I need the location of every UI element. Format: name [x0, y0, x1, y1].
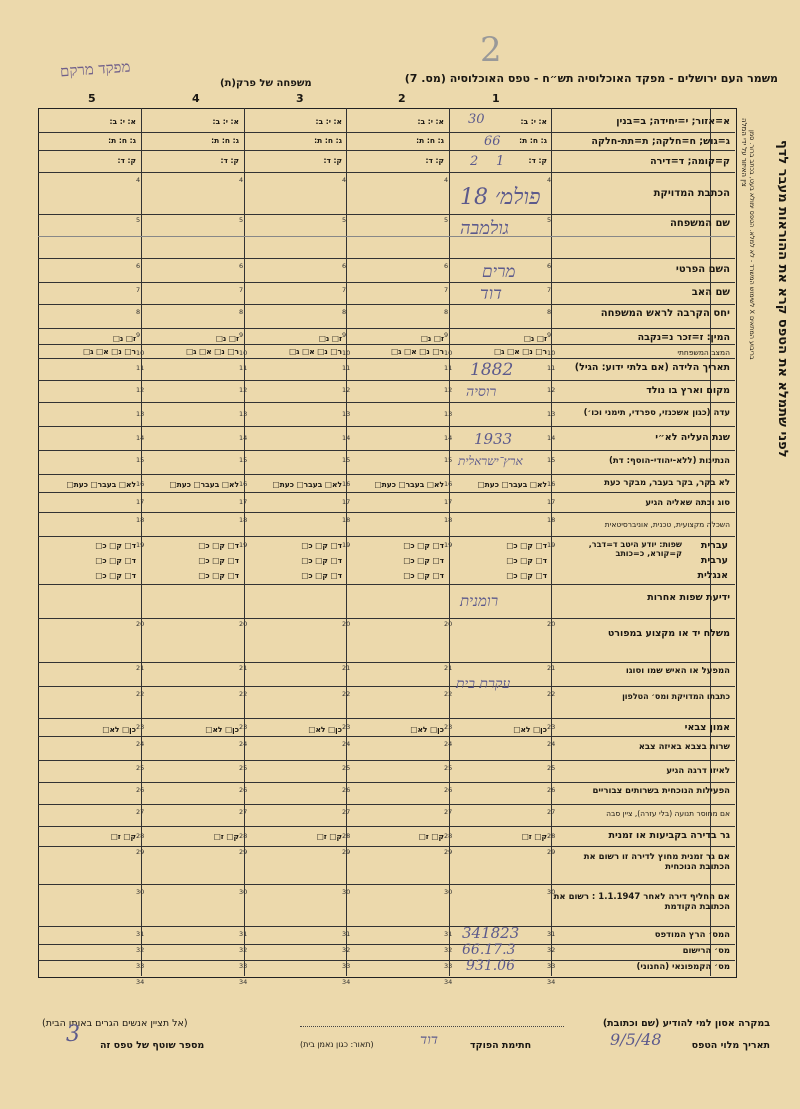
- option-lang-col2[interactable]: ד□ ק□ כ□: [403, 556, 444, 565]
- row-number: 29: [136, 848, 145, 856]
- row-label-military-training: אמון צבאי: [684, 722, 730, 733]
- row-number: 7: [136, 286, 141, 294]
- row-number: 34: [444, 978, 453, 986]
- option-r1-col4[interactable]: א: י: ב:: [212, 117, 239, 126]
- row-number: 15: [444, 456, 453, 464]
- row-number: 4: [342, 176, 347, 184]
- row-label-languages: שפות: יודע היטב ד=דבר, ק=קורא, כ=כותב: [588, 540, 682, 558]
- hand-floor: 1: [496, 154, 505, 169]
- row-number: 26: [239, 786, 248, 794]
- side-title: לפני שתמלא את הטפס קרא את ההוראות מעבר לדף: [775, 140, 790, 458]
- row-number: 19: [444, 541, 453, 549]
- row-number: 29: [444, 848, 453, 856]
- row-number: 16: [342, 480, 351, 488]
- row-number: 14: [547, 434, 556, 442]
- row-number: 20: [444, 620, 453, 628]
- footer-count: 3: [66, 1022, 80, 1047]
- row-number: 9: [342, 331, 347, 339]
- hand-surname: גולמבה: [460, 218, 509, 239]
- row-number: 16: [547, 480, 556, 488]
- option-r10-col3[interactable]: ר□ נ□ א□ ג□: [289, 347, 342, 356]
- row-number: 28: [239, 832, 248, 840]
- option-r9-col3[interactable]: ז□ נ□: [318, 334, 342, 343]
- row-label-registration: מס׳ הרישום: [682, 946, 730, 956]
- row-number: 19: [136, 541, 145, 549]
- row-label-relation: יחס הקרבה לראש המשפחה: [600, 308, 730, 319]
- row-number: 14: [136, 434, 145, 442]
- hand-birth: 1882: [470, 360, 514, 380]
- row-number: 24: [444, 740, 453, 748]
- row-number: 29: [342, 848, 351, 856]
- row-number: 18: [547, 516, 556, 524]
- row-number: 34: [239, 978, 248, 986]
- option-r16-col2[interactable]: לא□ בעבר□ כעת□: [374, 480, 444, 489]
- row-number: 33: [136, 962, 145, 970]
- option-r3-col4[interactable]: ק: ד:: [220, 156, 239, 165]
- row-number: 11: [547, 364, 556, 372]
- row-number: 5: [547, 216, 552, 224]
- row-label-area: א=אזור; י=יחידה; ב=בנין: [616, 116, 730, 127]
- row-label-occupation: משלח יד או מקצוע במפורט: [607, 628, 730, 639]
- row-label-employer: המפעל או האיש שמו וסוגו: [625, 666, 730, 676]
- hand-parcel: 66: [484, 134, 501, 149]
- row-label-block: ג=גוש; ח=חלקה; ת=תת-חלקה: [591, 136, 730, 147]
- row-number: 30: [547, 888, 556, 896]
- option-r3-col1[interactable]: ק: ד:: [528, 156, 547, 165]
- row-number: 30: [342, 888, 351, 896]
- row-number: 6: [239, 262, 244, 270]
- footer-emergency-line: [300, 1026, 564, 1027]
- row-label-birth: תאריך הלידה (אם בלתי ידוע: הגיל): [574, 362, 730, 373]
- row-number: 4: [239, 176, 244, 184]
- option-r1-col3[interactable]: א: י: ב:: [315, 117, 342, 126]
- option-r3-col5[interactable]: ק: ד:: [117, 156, 136, 165]
- row-number: 13: [444, 410, 453, 418]
- row-number: 13: [136, 410, 145, 418]
- lang-hebrew: עברית: [700, 540, 728, 551]
- option-r2-col2[interactable]: ג: ח: ת:: [416, 136, 444, 145]
- row-number: 10: [239, 349, 248, 357]
- row-number: 8: [444, 308, 449, 316]
- row-number: 27: [547, 808, 556, 816]
- hand-father: דוד: [480, 284, 502, 304]
- row-number: 26: [547, 786, 556, 794]
- row-label-father: שם האב: [691, 287, 730, 298]
- row-number: 24: [547, 740, 556, 748]
- row-label-citizenship: הנתינות (ללא-יהודי-הוסף: דת): [608, 456, 730, 466]
- row-number: 25: [136, 764, 145, 772]
- row-number: 17: [444, 498, 453, 506]
- row-number: 25: [547, 764, 556, 772]
- row-number: 6: [136, 262, 141, 270]
- row-number: 12: [239, 386, 248, 394]
- row-number: 17: [342, 498, 351, 506]
- option-r9-col5[interactable]: ז□ נ□: [112, 334, 136, 343]
- option-r9-col4[interactable]: ז□ נ□: [215, 334, 239, 343]
- row-number: 22: [136, 690, 145, 698]
- hand-languages: רומנית: [460, 592, 499, 610]
- option-r2-col5[interactable]: ג: ח: ת:: [108, 136, 136, 145]
- row-number: 18: [239, 516, 248, 524]
- row-number: 22: [342, 690, 351, 698]
- footer-date: 9/5/48: [610, 1030, 662, 1049]
- row-number: 34: [136, 978, 145, 986]
- row-number: 4: [136, 176, 141, 184]
- option-r16-col3[interactable]: לא□ בעבר□ כעת□: [272, 480, 342, 489]
- option-lang-col1[interactable]: ד□ ק□ כ□: [506, 556, 547, 565]
- row-number: 29: [547, 848, 556, 856]
- row-number: 28: [136, 832, 145, 840]
- row-number: 21: [547, 664, 556, 672]
- family-label: משפחה של פרק(ת): [220, 78, 312, 89]
- row-number: 7: [547, 286, 552, 294]
- row-number: 16: [239, 480, 248, 488]
- row-number: 31: [342, 930, 351, 938]
- row-label-school: לא בקר, בקר בעבר, מבקר כעת: [604, 478, 730, 488]
- row-number: 5: [239, 216, 244, 224]
- row-label-immigration: שנת העליה לא״י: [655, 432, 730, 443]
- row-number: 7: [239, 286, 244, 294]
- row-label-disability: אם מחוסר תנועה (בלי עזרה), ציין סבה: [606, 809, 730, 818]
- row-number: 9: [444, 331, 449, 339]
- footer-signature-label: חתימת הפוקד: [470, 1040, 532, 1051]
- row-number: 8: [342, 308, 347, 316]
- row-label-temp-address: אם גר זמנית מחוץ לדירה זו רשום את הכתובת הנוכחית: [583, 852, 730, 872]
- row-number: 16: [136, 480, 145, 488]
- lang-arabic: ערבית: [700, 555, 728, 566]
- row-number: 18: [444, 516, 453, 524]
- row-number: 10: [444, 349, 453, 357]
- option-r9-col2[interactable]: ז□ נ□: [420, 334, 444, 343]
- row-number: 27: [239, 808, 248, 816]
- row-number: 28: [444, 832, 453, 840]
- row-number: 23: [136, 723, 145, 731]
- row-label-grade: סוג וכתה שאליה הגיע: [645, 498, 730, 508]
- row-number: 22: [239, 690, 248, 698]
- row-number: 27: [342, 808, 351, 816]
- footer-role-note: (תאור: כגון נאמן בית): [300, 1040, 374, 1049]
- option-r2-col4[interactable]: ג: ח: ת:: [211, 136, 239, 145]
- option-r1-col1[interactable]: א: י: ב:: [520, 117, 547, 126]
- row-label-sex: המין: ז=זכר נ=נקבה: [637, 332, 730, 343]
- row-number: 7: [444, 286, 449, 294]
- option-r3-col2[interactable]: ק: ד:: [425, 156, 444, 165]
- row-number: 7: [342, 286, 347, 294]
- row-label-employer-address: כתבתו המדויקת ומס׳ הטלפון: [622, 692, 730, 701]
- page-number: 2: [480, 30, 502, 70]
- row-label-birthplace: מקום וארץ בו נולד: [646, 385, 730, 396]
- row-number: 26: [342, 786, 351, 794]
- row-label-other-languages: ידיעת שפות אחרות: [647, 592, 730, 603]
- row-number: 15: [136, 456, 145, 464]
- option-lang-col1[interactable]: ד□ ק□ כ□: [506, 541, 547, 550]
- column-number-2: 2: [398, 92, 406, 105]
- row-number: 33: [239, 962, 248, 970]
- row-number: 26: [444, 786, 453, 794]
- row-number: 32: [547, 946, 556, 954]
- row-number: 13: [239, 410, 248, 418]
- row-number: 29: [239, 848, 248, 856]
- row-number: 22: [444, 690, 453, 698]
- row-label-public-service: הפעילות הנוכחית בשרותים צבוריים: [592, 786, 730, 796]
- row-number: 21: [239, 664, 248, 672]
- option-r16-col5[interactable]: לא□ בעבר□ כעת□: [66, 480, 136, 489]
- row-number: 21: [444, 664, 453, 672]
- option-r26-col5[interactable]: כן□ לא□: [102, 725, 136, 734]
- row-number: 24: [239, 740, 248, 748]
- footer-date-label: תאריך מלוי הטפס: [691, 1040, 770, 1051]
- row-number: 8: [239, 308, 244, 316]
- row-number: 11: [136, 364, 145, 372]
- row-number: 11: [239, 364, 248, 372]
- row-label-address: הכתבת המדויקת: [653, 188, 730, 199]
- row-number: 20: [136, 620, 145, 628]
- option-lang-col3[interactable]: ד□ ק□ כ□: [301, 571, 342, 580]
- row-number: 12: [547, 386, 556, 394]
- row-number: 34: [342, 978, 351, 986]
- option-r10-col2[interactable]: ר□ נ□ א□ ג□: [391, 347, 444, 356]
- row-number: 23: [239, 723, 248, 731]
- hand-citizenship: ארץ־ישראלית: [458, 454, 523, 468]
- side-instructions: לשימוש המשרד - לא למלא. הטפס ימולא בעט, בכתב ברור. סמן X בריבוע המתאים: [748, 130, 756, 360]
- row-number: 20: [239, 620, 248, 628]
- option-lang-col2[interactable]: ד□ ק□ כ□: [403, 571, 444, 580]
- row-number: 10: [342, 349, 351, 357]
- option-r1-col2[interactable]: א: י: ב:: [417, 117, 444, 126]
- row-label-marital: המצב המשפחתי: [677, 348, 730, 357]
- option-r10-col5[interactable]: ר□ נ□ א□ ג□: [83, 347, 136, 356]
- row-number: 30: [136, 888, 145, 896]
- option-r26-col3[interactable]: כן□ לא□: [308, 725, 342, 734]
- row-number: 28: [342, 832, 351, 840]
- row-number: 30: [444, 888, 453, 896]
- hand-occupation: עקרת בית: [456, 676, 511, 692]
- row-label-residence: גר בדירה בקביעות או זמנית: [608, 830, 730, 841]
- row-number: 33: [547, 962, 556, 970]
- option-lang-col5[interactable]: ד□ ק□ כ□: [95, 556, 136, 565]
- row-label-education: השכלה מקצועית, טכנית, אוניברסיטאית: [604, 520, 730, 529]
- row-label-serial: המס׳ הרץ המודפס: [654, 930, 730, 940]
- row-number: 12: [136, 386, 145, 394]
- row-number: 11: [444, 364, 453, 372]
- row-number: 16: [444, 480, 453, 488]
- option-r31-col2[interactable]: ק□ ז□: [418, 832, 444, 841]
- row-number: 34: [547, 978, 556, 986]
- option-r26-col2[interactable]: כן□ לא□: [410, 725, 444, 734]
- row-number: 33: [342, 962, 351, 970]
- row-number: 6: [547, 262, 552, 270]
- option-lang-col5[interactable]: ד□ ק□ כ□: [95, 571, 136, 580]
- row-number: 22: [547, 690, 556, 698]
- hand-origin: רוסיה: [466, 384, 497, 400]
- row-number: 15: [342, 456, 351, 464]
- row-number: 31: [136, 930, 145, 938]
- hand-apt: 2: [470, 154, 479, 169]
- stamp: מפקד מרקם: [59, 57, 131, 81]
- option-r31-col5[interactable]: ק□ ז□: [110, 832, 136, 841]
- row-label-rank: לאיזו דרגה הגיע: [666, 766, 730, 776]
- row-number: 20: [342, 620, 351, 628]
- row-number: 24: [136, 740, 145, 748]
- row-number: 5: [444, 216, 449, 224]
- row-number: 19: [342, 541, 351, 549]
- row-number: 10: [547, 349, 556, 357]
- row-number: 12: [444, 386, 453, 394]
- row-number: 30: [239, 888, 248, 896]
- row-number: 31: [444, 930, 453, 938]
- option-lang-col4[interactable]: ד□ ק□ כ□: [198, 571, 239, 580]
- row-number: 13: [547, 410, 556, 418]
- row-label-surname: שם המשפחה: [669, 218, 730, 229]
- row-number: 5: [136, 216, 141, 224]
- row-number: 32: [444, 946, 453, 954]
- row-number: 17: [239, 498, 248, 506]
- hand-address: פולמ׳ 18: [460, 185, 541, 210]
- row-number: 32: [342, 946, 351, 954]
- row-number: 31: [547, 930, 556, 938]
- side-column-label: צין האיזור על ידי המלה: [740, 118, 748, 187]
- row-number: 14: [342, 434, 351, 442]
- row-number: 31: [239, 930, 248, 938]
- option-r2-col1[interactable]: ג: ח: ת:: [519, 136, 547, 145]
- row-label-first-name: השם הפרטי: [675, 264, 730, 275]
- row-number: 8: [547, 308, 552, 316]
- row-label-prev-address: אם החליף דירה לאחר 1.1.1947 : רשום את הכתובת הקודמת: [553, 892, 730, 912]
- row-number: 18: [342, 516, 351, 524]
- row-number: 27: [444, 808, 453, 816]
- row-label-army-service: שרות בצבא באיזה צבא: [638, 742, 730, 752]
- option-lang-col4[interactable]: ד□ ק□ כ□: [198, 556, 239, 565]
- option-r10-col1[interactable]: ר□ נ□ א□ ג□: [494, 347, 547, 356]
- hand-first-name: מרים: [482, 262, 516, 282]
- row-number: 21: [136, 664, 145, 672]
- option-lang-col5[interactable]: ד□ ק□ כ□: [95, 541, 136, 550]
- row-number: 23: [547, 723, 556, 731]
- option-r31-col3[interactable]: ק□ ז□: [316, 832, 342, 841]
- option-lang-col1[interactable]: ד□ ק□ כ□: [506, 571, 547, 580]
- row-label-grocer: מס׳ הקמפונאי (החנוני): [636, 962, 730, 972]
- row-number: 19: [239, 541, 248, 549]
- row-number: 10: [136, 349, 145, 357]
- row-number: 9: [136, 331, 141, 339]
- row-number: 12: [342, 386, 351, 394]
- row-number: 21: [342, 664, 351, 672]
- row-number: 26: [136, 786, 145, 794]
- hand-immigration: 1933: [474, 430, 513, 448]
- row-number: 33: [444, 962, 453, 970]
- row-number: 24: [342, 740, 351, 748]
- hand-registration: 66.17.3: [462, 942, 516, 958]
- row-number: 23: [444, 723, 453, 731]
- option-lang-col4[interactable]: ד□ ק□ כ□: [198, 541, 239, 550]
- row-number: 19: [547, 541, 556, 549]
- row-number: 15: [239, 456, 248, 464]
- column-number-4: 4: [192, 92, 200, 105]
- row-number: 17: [136, 498, 145, 506]
- option-r3-col3[interactable]: ק: ד:: [323, 156, 342, 165]
- row-number: 8: [136, 308, 141, 316]
- footer-signature: דוד: [420, 1032, 439, 1048]
- option-r2-col3[interactable]: ג: ח: ת:: [314, 136, 342, 145]
- footer-emergency-note: (אל תציין אנשים הגרים באותו הבית): [42, 1018, 188, 1029]
- lang-english: אנגלית: [697, 570, 728, 581]
- row-number: 27: [136, 808, 145, 816]
- option-r16-col4[interactable]: לא□ בעבר□ כעת□: [169, 480, 239, 489]
- row-number: 20: [547, 620, 556, 628]
- option-lang-col3[interactable]: ד□ ק□ כ□: [301, 556, 342, 565]
- option-r10-col4[interactable]: ר□ נ□ א□ ג□: [186, 347, 239, 356]
- option-r31-col1[interactable]: ק□ ז□: [521, 832, 547, 841]
- row-number: 14: [444, 434, 453, 442]
- row-number: 18: [136, 516, 145, 524]
- row-number: 6: [444, 262, 449, 270]
- row-number: 5: [342, 216, 347, 224]
- option-r31-col4[interactable]: ק□ ז□: [213, 832, 239, 841]
- hand-serial: 341823: [462, 924, 520, 942]
- row-number: 32: [239, 946, 248, 954]
- row-number: 17: [547, 498, 556, 506]
- row-number: 25: [342, 764, 351, 772]
- row-number: 25: [444, 764, 453, 772]
- option-r16-col1[interactable]: לא□ בעבר□ כעת□: [477, 480, 547, 489]
- option-lang-col2[interactable]: ד□ ק□ כ□: [403, 541, 444, 550]
- option-r1-col5[interactable]: א: י: ב:: [109, 117, 136, 126]
- row-number: 14: [239, 434, 248, 442]
- row-number: 4: [444, 176, 449, 184]
- option-lang-col3[interactable]: ד□ ק□ כ□: [301, 541, 342, 550]
- column-number-3: 3: [296, 92, 304, 105]
- row-number: 4: [547, 176, 552, 184]
- row-number: 25: [239, 764, 248, 772]
- row-number: 9: [239, 331, 244, 339]
- row-label-community: עדה (כגון אשכנזי, ספרדי, תימני וכו׳): [583, 408, 730, 418]
- row-number: 23: [342, 723, 351, 731]
- row-number: 13: [342, 410, 351, 418]
- hand-grocer: 931.06: [466, 958, 515, 974]
- hand-block: 30: [468, 112, 485, 127]
- row-label-floor: ק=קומה; ד=דירה: [650, 156, 730, 167]
- row-number: 11: [342, 364, 351, 372]
- option-r26-col4[interactable]: כן□ לא□: [205, 725, 239, 734]
- column-number-1: 1: [492, 92, 500, 105]
- option-r26-col1[interactable]: כן□ לא□: [513, 725, 547, 734]
- row-number: 28: [547, 832, 556, 840]
- footer-serial-label: מספר שוטף של טפס זה: [100, 1040, 205, 1051]
- column-number-5: 5: [88, 92, 96, 105]
- footer-emergency-label: במקרה אסון למי להודיע (שם וכתובת): [602, 1018, 770, 1029]
- row-number: 6: [342, 262, 347, 270]
- row-number: 9: [547, 331, 552, 339]
- row-number: 32: [136, 946, 145, 954]
- form-title: משמר העם ירושלים - מפקד האוכלוסיה תש״ח - טפס האוכלוסיה (מס. 7): [404, 72, 778, 85]
- row-number: 15: [547, 456, 556, 464]
- option-r9-col1[interactable]: ז□ נ□: [523, 334, 547, 343]
